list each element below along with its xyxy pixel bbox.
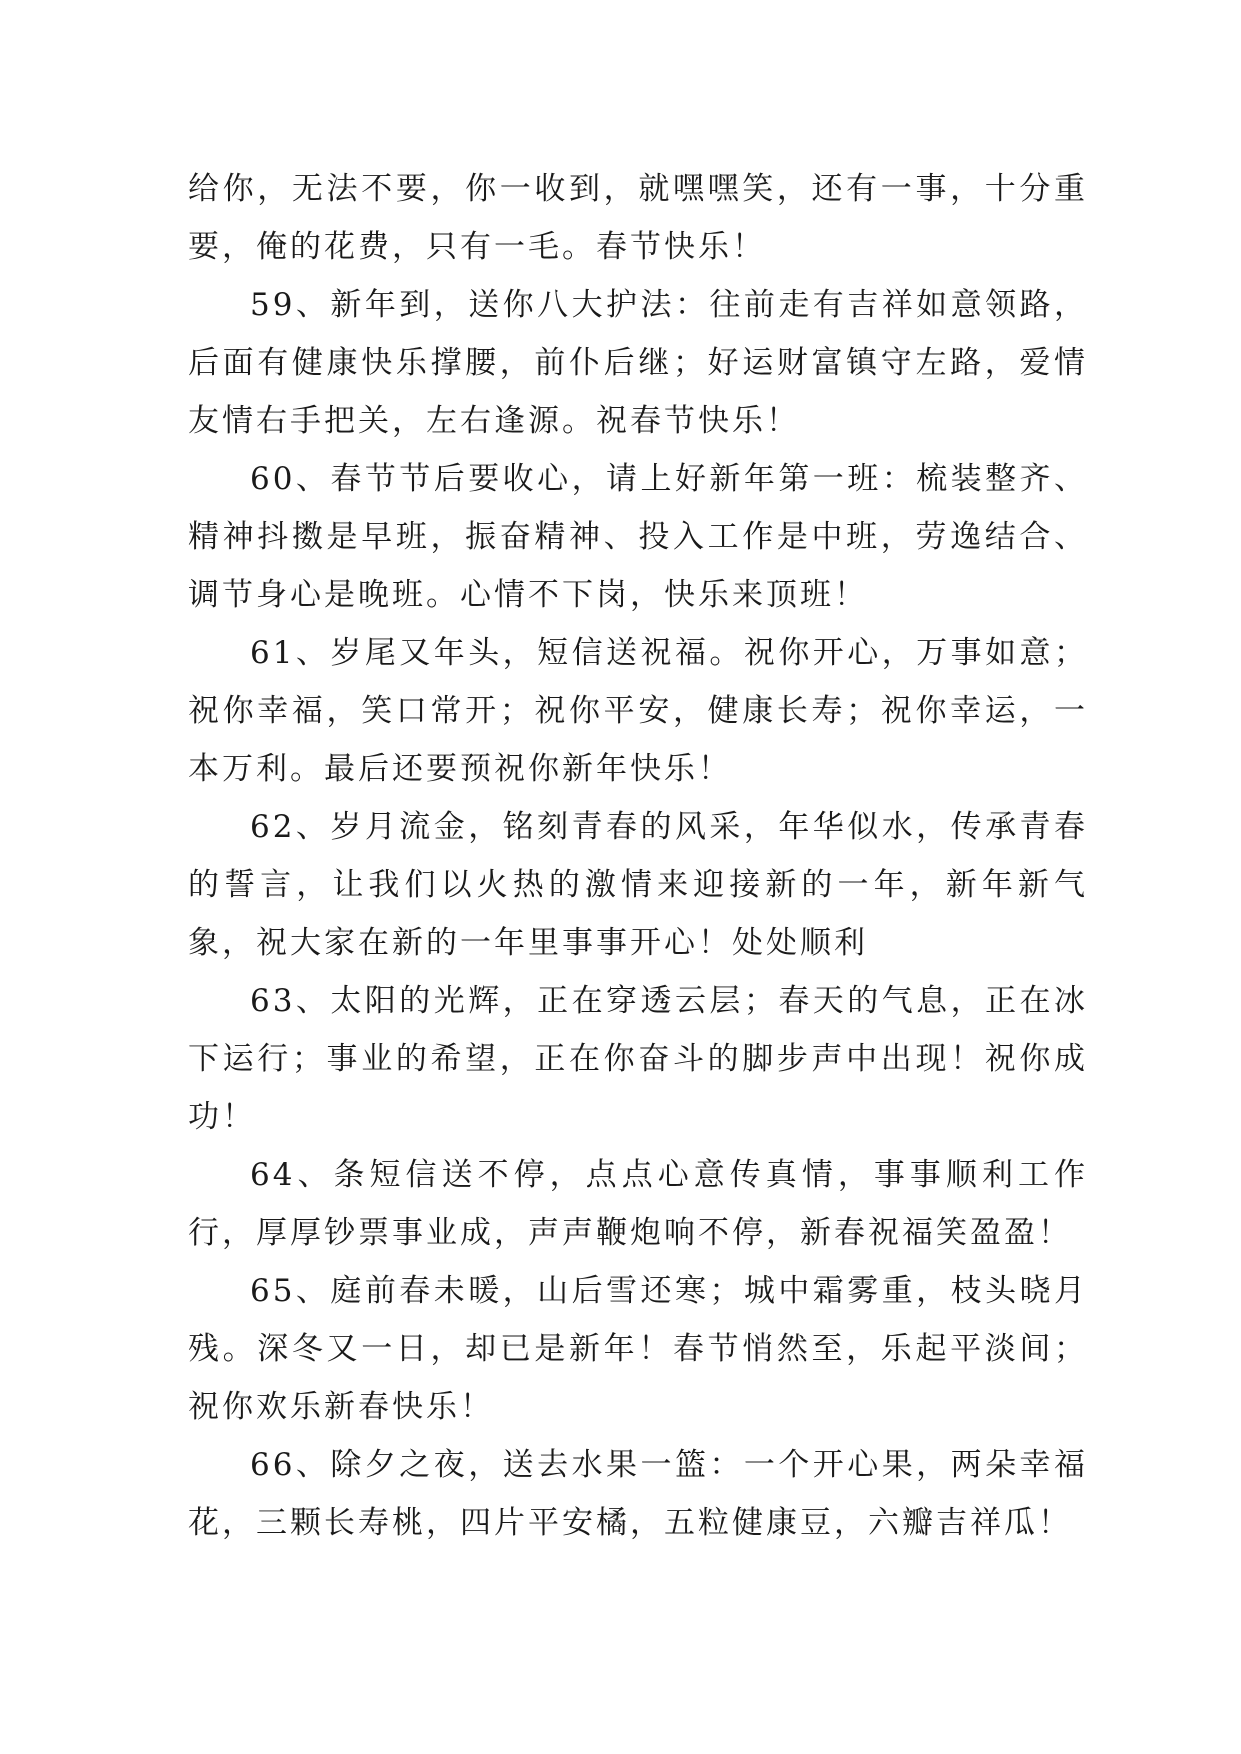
paragraph-66: 66、除夕之夜，送去水果一篮：一个开心果，两朵幸福花，三颗长寿桃，四片平安橘，五粒健康豆，六瓣吉祥瓜！ — [188, 1447, 1088, 1541]
paragraph-59: 59、新年到，送你八大护法：往前走有吉祥如意领路，后面有健康快乐撑腰，前仆后继；好运财富镇守左路，爱情友情右手把关，左右逢源。祝春节快乐！ — [188, 287, 1088, 439]
paragraph-65: 65、庭前春未暖，山后雪还寒；城中霜雾重，枝头晓月残。深冬又一日，却已是新年！春节悄然至，乐起平淡间；祝你欢乐新春快乐！ — [188, 1273, 1088, 1425]
paragraph-61: 61、岁尾又年头，短信送祝福。祝你开心，万事如意；祝你幸福，笑口常开；祝你平安，健康长寿；祝你幸运，一本万利。最后还要预祝你新年快乐！ — [188, 635, 1088, 787]
paragraph-62: 62、岁月流金，铭刻青春的风采，年华似水，传承青春的誓言，让我们以火热的激情来迎接新的一年，新年新气象，祝大家在新的一年里事事开心！处处顺利 — [188, 809, 1088, 961]
paragraph-60: 60、春节节后要收心，请上好新年第一班：梳装整齐、精神抖擞是早班，振奋精神、投入工作是中班，劳逸结合、调节身心是晚班。心情不下岗，快乐来顶班！ — [188, 461, 1088, 613]
document-body — [188, 160, 1088, 1552]
paragraph-64: 64、条短信送不停，点点心意传真情，事事顺利工作行，厚厚钞票事业成，声声鞭炮响不停，新春祝福笑盈盈！ — [188, 1157, 1088, 1251]
paragraph-63: 63、太阳的光辉，正在穿透云层；春天的气息，正在冰下运行；事业的希望，正在你奋斗的脚步声中出现！祝你成功！ — [188, 983, 1088, 1135]
paragraph-continuation: 给你，无法不要，你一收到，就嘿嘿笑，还有一事，十分重要，俺的花费，只有一毛。春节快乐！ — [188, 171, 1088, 265]
